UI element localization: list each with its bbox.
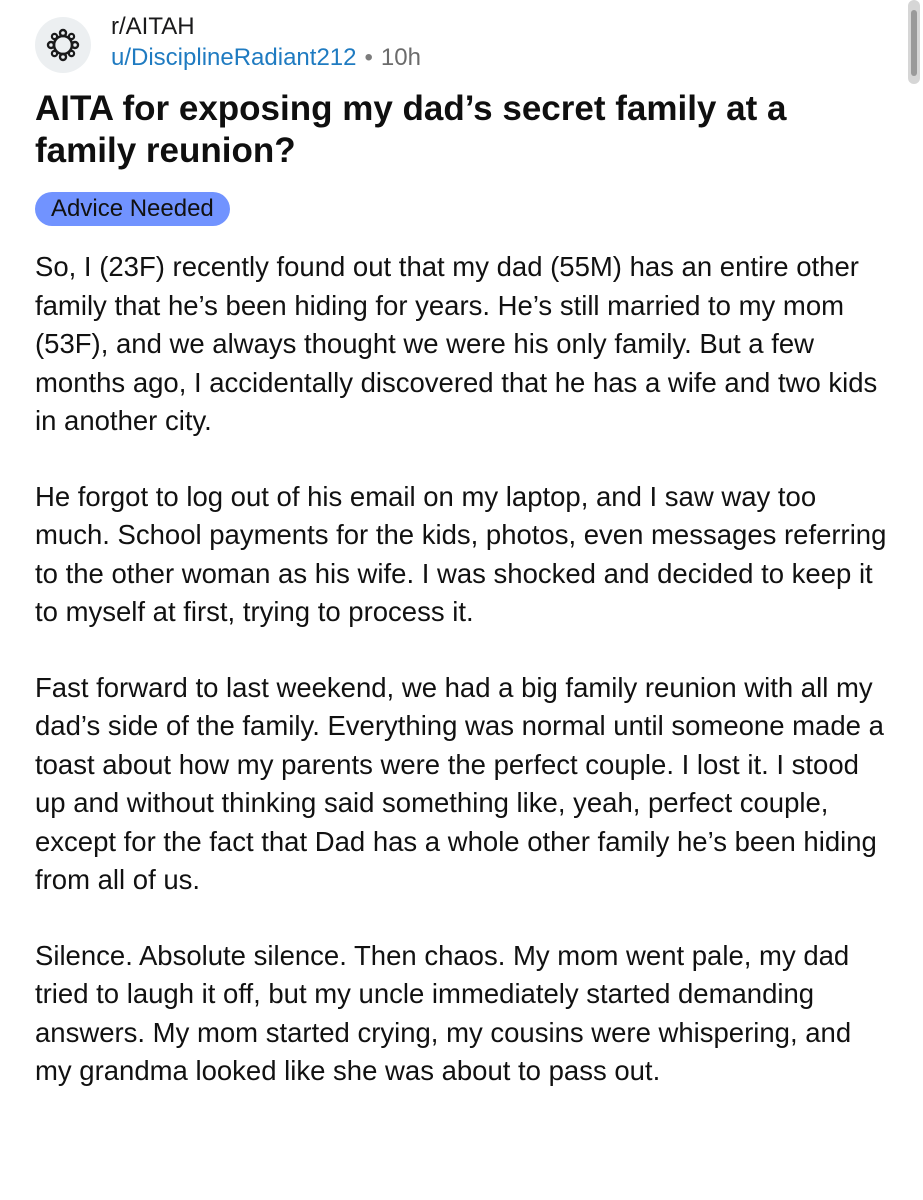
post-paragraph: So, I (23F) recently found out that my dad (55M) has an entire other family that he’s been hiding for years. He’s still married to my mom (53F), and we always thought we were his only family. But a few months ago, I accidentally discovered that he has a wife and two kids in another city. xyxy=(35,251,878,436)
post-paragraph: Silence. Absolute silence. Then chaos. My mom went pale, my dad tried to laugh it off, but my uncle immediately started demanding answers. My mom started crying, my cousins were whispering, and my grandma looked like she was about to pass out. xyxy=(35,939,852,1086)
post-container xyxy=(35,8,895,1128)
scrollbar[interactable] xyxy=(908,0,920,84)
subreddit-name[interactable]: r/AITAH xyxy=(111,13,195,40)
post-time: 10h xyxy=(380,44,421,71)
author-row xyxy=(111,42,421,74)
post-paragraph: Fast forward to last weekend, we had a big family reunion with all my dad’s side of the family. Everything was normal until someone made a toast about how my parents were the perfect couple. I lost it. I stood up and without thinking said something like, yeah, perfect couple, except for the fact that Dad has a whole other family he’s been hiding from all of us. xyxy=(35,671,884,895)
post-meta xyxy=(111,12,421,74)
post-title: AITA for exposing my dad’s secret family at a family reunion? xyxy=(35,89,787,170)
author-username[interactable]: u/DisciplineRadiant212 xyxy=(111,44,357,71)
subreddit-avatar-icon-graphic xyxy=(45,27,81,63)
post-flair[interactable]: Advice Needed xyxy=(35,192,230,226)
post-paragraph: He forgot to log out of his email on my laptop, and I saw way too much. School payments for the kids, photos, even messages referring to the other woman as his wife. I was shocked and decided to keep it to myself at first, trying to process it. xyxy=(35,480,887,627)
subreddit-avatar-icon[interactable] xyxy=(35,17,91,73)
post-body xyxy=(35,248,895,1091)
post-header xyxy=(35,8,895,82)
meta-separator: • xyxy=(364,44,373,71)
scrollbar-thumb[interactable] xyxy=(911,10,917,76)
